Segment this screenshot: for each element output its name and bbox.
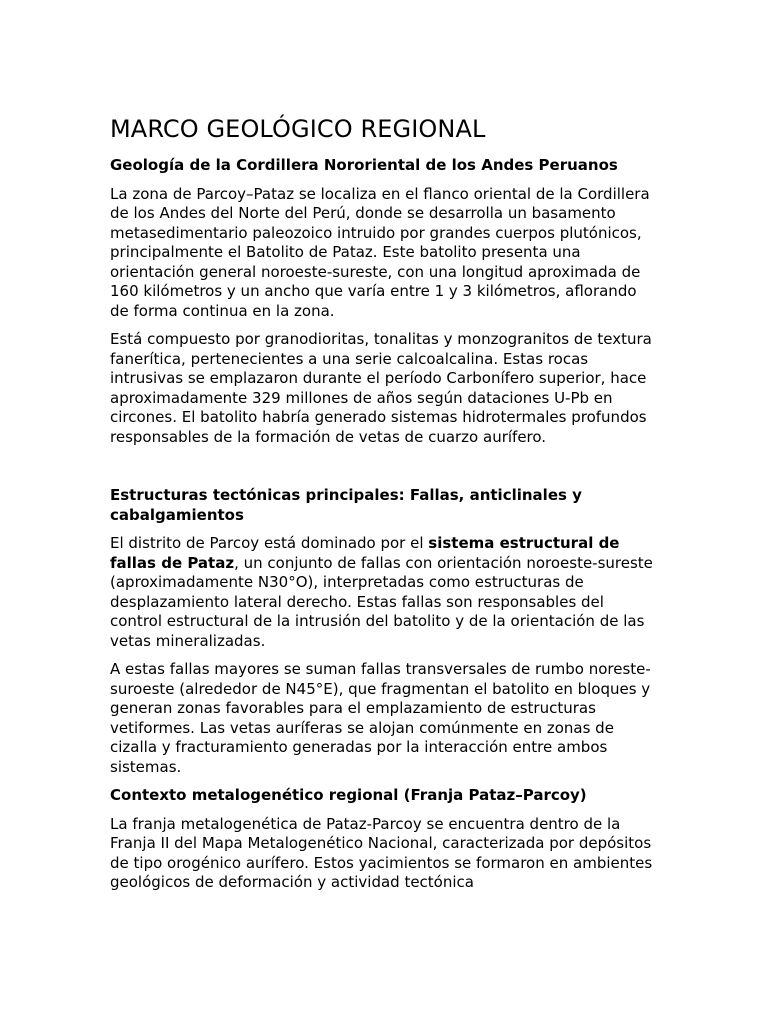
paragraph-text: , un conjunto de fallas con orientación noroeste-sureste (aproximadamente N30°O), interpretadas como estructuras de desplazamiento lateral derecho. Estas fallas son responsables del control estructural de la intrusión del batolito y de la orientación de las vetas mineralizadas. xyxy=(110,553,653,650)
section-heading-estructuras: Estructuras tectónicas principales: Fallas, anticlinales y cabalgamientos xyxy=(110,486,582,524)
paragraph-sistema-fallas xyxy=(110,534,655,651)
section-heading-contexto-metalogenetico: Contexto metalogenético regional (Franja Pataz–Parcoy) xyxy=(110,786,587,804)
document-title: MARCO GEOLÓGICO REGIONAL xyxy=(110,115,486,143)
paragraph-text: El distrito de Parcoy está dominado por el xyxy=(110,534,429,552)
bold-term-sistema-estructural: sistema estructural de fallas de Pataz xyxy=(110,534,620,572)
paragraph-fallas-transversales: A estas fallas mayores se suman fallas transversales de rumbo noreste-suroeste (alrededor de N45°E), que fragmentan el batolito en bloques y generan zonas favorables para el emplazamiento de estructuras vetiformes. Las vetas auríferas se alojan comúnmente en zonas de cizalla y fracturamiento generadas por la interacción entre ambos sistemas. xyxy=(110,660,651,776)
section-heading-geologia: Geología de la Cordillera Nororiental de los Andes Peruanos xyxy=(110,156,618,174)
document-body xyxy=(110,114,655,902)
paragraph-franja-metalogenetica: La franja metalogenética de Pataz-Parcoy se encuentra dentro de la Franja II del Mapa Metalogenético Nacional, caracterizada por depósitos de tipo orogénico aurífero. Estos yacimientos se formaron en ambientes geológicos de deformación y actividad tectónica xyxy=(110,814,653,891)
paragraph-batolito-composition: Está compuesto por granodioritas, tonalitas y monzogranitos de textura fanerítica, pertenecientes a una serie calcoalcalina. Estas rocas intrusivas se emplazaron durante el período Carbonífero superior, hace aproximadamente 329 millones de años según dataciones U-Pb en circones. El batolito habría generado sistemas hidrotermales profundos responsables de la formación de vetas de cuarzo aurífero. xyxy=(110,330,652,446)
section-spacer xyxy=(110,456,655,486)
paragraph-parcoy-pataz-location: La zona de Parcoy–Pataz se localiza en el flanco oriental de la Cordillera de los Andes del Norte del Perú, donde se desarrolla un basamento metasedimentario paleozoico intruido por grandes cuerpos plutónicos, principalmente el Batolito de Pataz. Este batolito presenta una orientación general noroeste-sureste, con una longitud aproximada de 160 kilómetros y un ancho que varía entre 1 y 3 kilómetros, aflorando de forma continua en la zona. xyxy=(110,184,650,320)
